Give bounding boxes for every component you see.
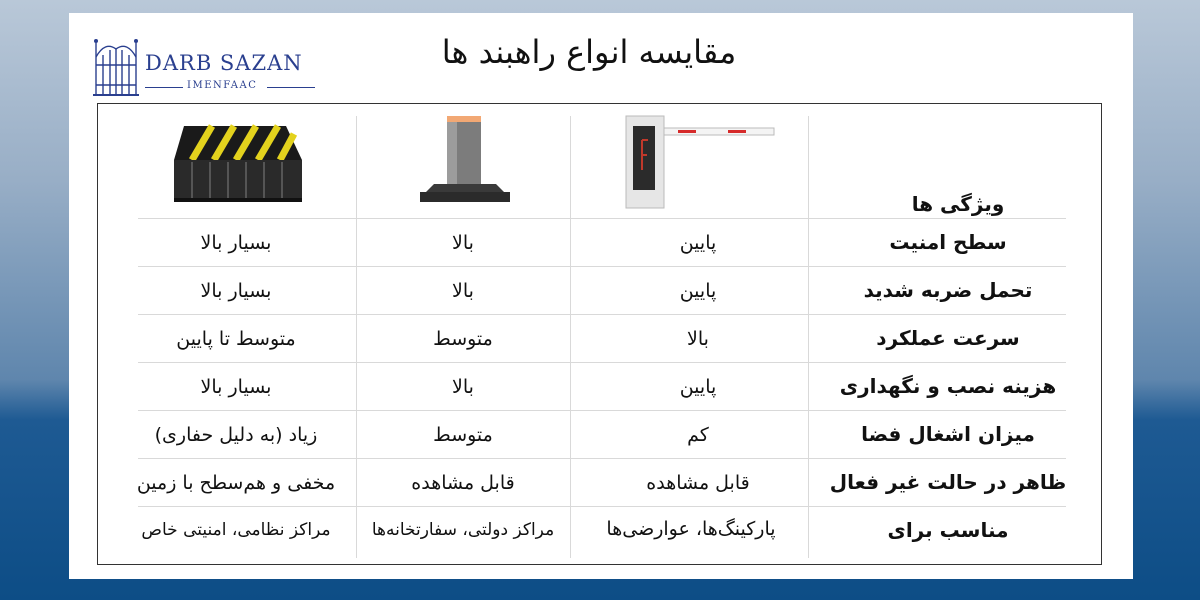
- table-row-feature: تحمل ضربه شدید: [863, 278, 1033, 302]
- table-cell-bollard: بالا: [452, 376, 474, 398]
- table-row-feature: سرعت عملکرد: [876, 326, 1020, 350]
- barrier-gate-image: [620, 110, 790, 210]
- table-row-feature: مناسب برای: [887, 518, 1009, 542]
- table-cell-bollard: مراکز دولتی، سفارتخانه‌ها: [371, 520, 555, 540]
- table-row-feature: هزینه نصب و نگهداری: [839, 374, 1057, 398]
- row-divider: [138, 410, 1066, 411]
- features-header: ویژگی ها: [911, 192, 1005, 216]
- table-cell-bollard: بالا: [452, 280, 474, 302]
- table-row-feature: ظاهر در حالت غیر فعال: [829, 470, 1067, 494]
- row-divider: [138, 218, 1066, 219]
- table-cell-barrier: بالا: [687, 328, 709, 350]
- row-divider: [138, 362, 1066, 363]
- table-cell-barrier: پایین: [679, 280, 717, 302]
- road-blocker-image: [162, 112, 312, 208]
- row-divider: [138, 506, 1066, 507]
- table-cell-bollard: متوسط: [433, 424, 493, 446]
- logo-divider: [267, 87, 315, 88]
- table-cell-blocker: بسیار بالا: [200, 280, 272, 302]
- table-cell-barrier: قابل مشاهده: [646, 472, 750, 494]
- table-cell-barrier: پایین: [679, 376, 717, 398]
- table-row-feature: سطح امنیت: [889, 230, 1007, 254]
- row-divider: [138, 266, 1066, 267]
- table-cell-barrier: پارکینگ‌ها، عوارضی‌ها: [606, 518, 776, 540]
- table-cell-blocker: بسیار بالا: [200, 376, 272, 398]
- table-cell-blocker: بسیار بالا: [200, 232, 272, 254]
- brand-name: DARB SAZAN: [145, 51, 303, 75]
- table-cell-blocker: مخفی و هم‌سطح با زمین: [136, 472, 336, 494]
- table-cell-barrier: کم: [687, 424, 709, 446]
- column-divider: [570, 116, 571, 558]
- table-cell-blocker: زیاد (به دلیل حفاری): [154, 424, 318, 446]
- logo-divider: [145, 87, 183, 88]
- bollard-image: [410, 112, 520, 208]
- table-cell-bollard: بالا: [452, 232, 474, 254]
- gate-icon: [93, 35, 139, 97]
- page-title: مقایسه انواع راهبند ها: [441, 33, 737, 71]
- brand-sub: IMENFAAC: [187, 80, 258, 91]
- table-cell-bollard: قابل مشاهده: [411, 472, 515, 494]
- table-cell-blocker: متوسط تا پایین: [176, 328, 296, 350]
- column-divider: [808, 116, 809, 558]
- table-cell-blocker: مراکز نظامی، امنیتی خاص: [141, 520, 331, 540]
- column-divider: [356, 116, 357, 558]
- content-card: [69, 13, 1133, 579]
- row-divider: [138, 314, 1066, 315]
- table-row-feature: میزان اشغال فضا: [861, 422, 1035, 446]
- row-divider: [138, 458, 1066, 459]
- table-cell-bollard: متوسط: [433, 328, 493, 350]
- table-cell-barrier: پایین: [679, 232, 717, 254]
- brand-logo: [91, 27, 321, 99]
- comparison-table: [97, 103, 1102, 565]
